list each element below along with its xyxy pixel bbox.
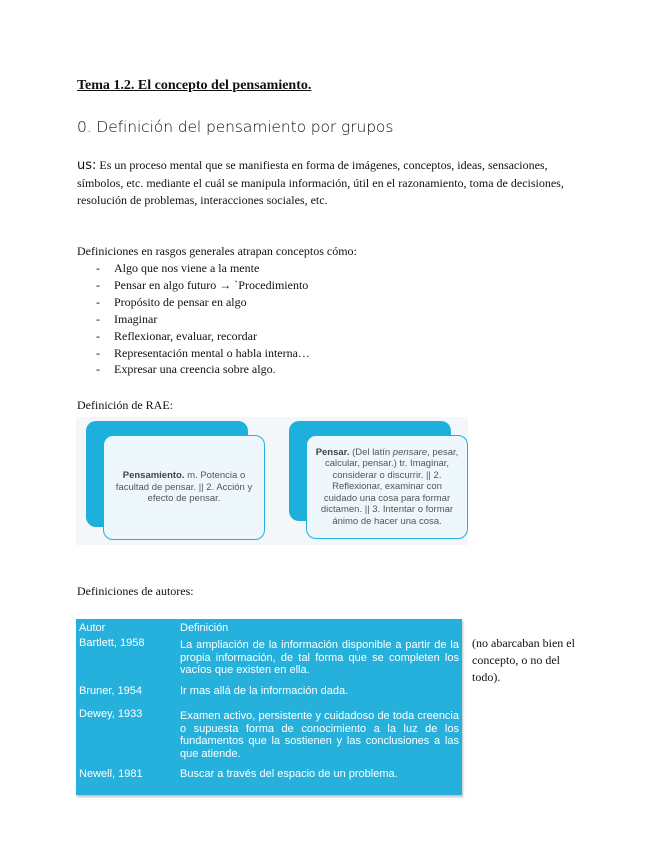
header-autor: Autor (79, 622, 106, 634)
authors-label: Definiciones de autores: (77, 584, 194, 598)
section-heading: 0. Definición del pensamiento por grupos (77, 118, 394, 136)
header-definicion: Definición (180, 622, 229, 634)
table-row (76, 682, 462, 708)
cell-autor: Newell, 1981 (79, 768, 143, 780)
table-row (76, 708, 462, 766)
concept-list (96, 260, 310, 378)
us-definition (77, 157, 577, 210)
table-row (76, 637, 462, 682)
rae-card-pensamiento (103, 435, 265, 540)
rae-label: Definición de RAE: (77, 398, 173, 412)
list-item: - Imaginar (96, 311, 310, 328)
cell-autor: Bruner, 1954 (79, 685, 142, 697)
list-item: - Representación mental o habla interna… (96, 345, 310, 362)
page-title: Tema 1.2. El concepto del pensamiento. (77, 78, 312, 93)
cell-autor: Bartlett, 1958 (79, 637, 145, 649)
cell-definicion: Examen activo, persistente y cuidadoso de toda creencia o supuesta forma de conocimiento a la luz de los fundamentos que la sostienen y las conclusiones a las que atiende. (180, 710, 459, 760)
list-item: - Algo que nos viene a la mente (96, 260, 310, 277)
table-row (76, 766, 462, 788)
rae-card-pensar (306, 435, 468, 539)
definition-pensar-a: (Del latín (349, 446, 393, 458)
us-label: us: (77, 158, 97, 173)
list-item: - Expresar una creencia sobre algo. (96, 361, 310, 378)
latin-word: pensare (392, 446, 428, 458)
us-text: Es un proceso mental que se manifiesta en forma de imágenes, conceptos, ideas, sensaciones, símbolos, etc. mediante el cuál se manipula información, útil en el razonamiento, toma de decisiones, resolución de problemas, interacciones sociales, etc. (77, 158, 564, 207)
definition-pensar-b: , pesar, calcular, pensar.) tr. Imaginar, considerar o discurrir. || 2. Reflexionar, examinar con cuidado una cosa para formar dictamen. || 3. Intentar o formar ánimo de hacer una cosa. (320, 446, 459, 527)
list-item: - Propósito de pensar en algo (96, 294, 310, 311)
cell-definicion: La ampliación de la información disponible a partir de la propia información, de tal forma que se completen los vacíos que existen en ella. (180, 639, 459, 677)
intro-text: Definiciones en rasgos generales atrapan conceptos cómo: (77, 244, 357, 258)
cell-definicion: Buscar a través del espacio de un problema. (180, 768, 398, 780)
cell-definicion: Ir mas allá de la información dada. (180, 685, 349, 697)
side-note: (no abarcaban bien el concepto, o no del todo). (472, 636, 575, 684)
definition-pensamiento: m. Potencia o facultad de pensar. || 2. Acción y efecto de pensar. (115, 470, 253, 505)
term-pensar: Pensar. (315, 446, 350, 458)
table-header-row (76, 619, 462, 637)
rae-definitions-figure (76, 417, 468, 545)
authors-table (76, 619, 462, 795)
list-item: - Pensar en algo futuro → `Procedimiento (96, 277, 310, 294)
list-item: - Reflexionar, evaluar, recordar (96, 328, 310, 345)
term-pensamiento: Pensamiento. (122, 470, 185, 482)
cell-autor: Dewey, 1933 (79, 708, 143, 720)
